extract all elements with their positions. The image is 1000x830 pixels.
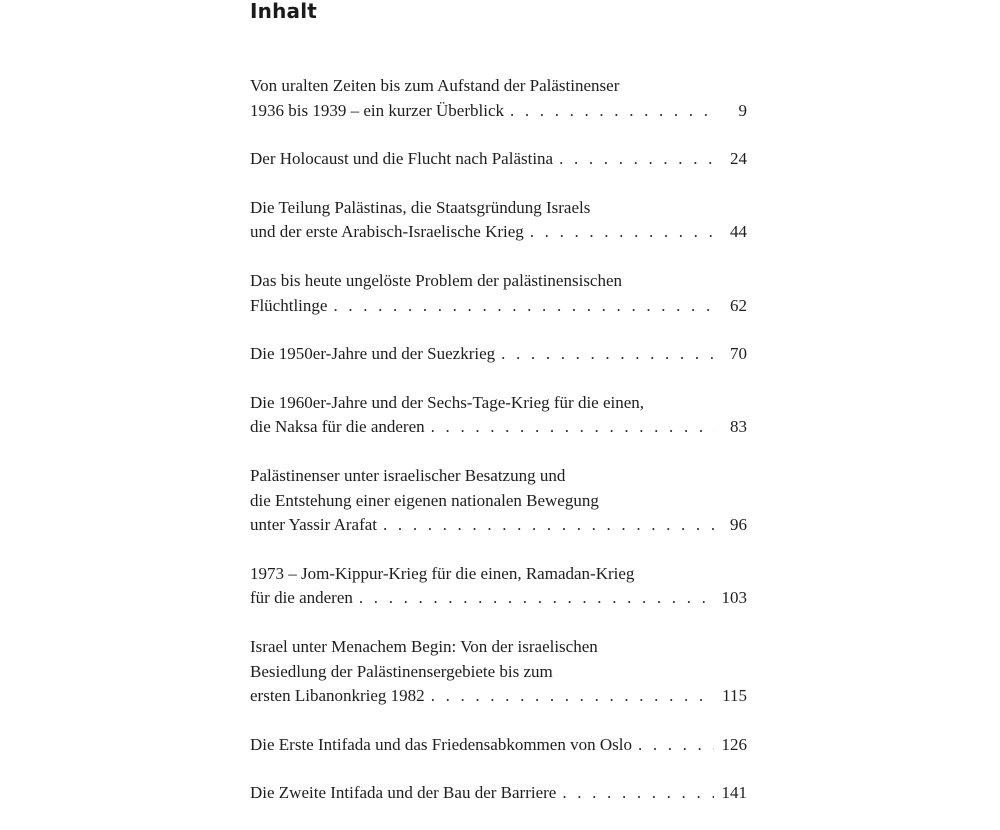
dot-leader xyxy=(559,147,715,172)
dot-leader xyxy=(333,294,715,319)
toc-entry-last-line xyxy=(250,781,747,806)
toc-entry-title-line: Die 1950er-Jahre und der Suezkrieg xyxy=(250,344,496,364)
toc-entry xyxy=(250,781,750,806)
dot-leader xyxy=(431,684,714,709)
toc-entry-title-line: Die Teilung Palästinas, die Staatsgründung Israels xyxy=(250,197,591,217)
toc-entry-title-line: Die 1960er-Jahre und der Sechs-Tage-Krieg für die einen, xyxy=(250,392,645,412)
toc-entry-title-line: Von uralten Zeiten bis zum Aufstand der Palästinenser xyxy=(250,76,620,95)
page-number: 44 xyxy=(730,222,747,242)
toc-entry xyxy=(250,147,750,172)
toc-entry-title-line: 1936 bis 1939 – ein kurzer Überblick xyxy=(250,100,504,120)
toc-entry-title-line: und der erste Arabisch-Israelische Krieg xyxy=(250,222,524,242)
page-number: 141 xyxy=(721,783,747,803)
toc-entry-title-line: Das bis heute ungelöste Problem der palästinensischen xyxy=(250,271,623,291)
toc-entry-title-line: die Naksa für die anderen xyxy=(250,417,425,437)
toc-entry-last-line xyxy=(250,294,747,319)
toc-entry xyxy=(250,269,750,318)
page-number: 83 xyxy=(730,417,747,437)
toc-entry xyxy=(250,342,750,367)
page-title: Inhalt xyxy=(250,0,318,23)
dot-leader xyxy=(638,733,714,758)
page-number: 70 xyxy=(730,344,747,364)
page-number: 24 xyxy=(730,149,747,169)
page-number: 115 xyxy=(722,686,747,705)
toc-entry-title-line: Palästinenser unter israelischer Besatzung und xyxy=(250,466,566,486)
toc-entry-last-line xyxy=(250,342,747,367)
toc-entry-title-line: Israel unter Menachem Begin: Von der israelischen xyxy=(250,637,598,656)
toc-entry-title-line: Besiedlung der Palästinensergebiete bis zum xyxy=(250,661,553,681)
toc-entry xyxy=(250,391,750,440)
toc-entry-last-line xyxy=(250,99,747,124)
page-number: 62 xyxy=(730,295,747,315)
toc-entry-last-line xyxy=(250,684,747,709)
table-of-contents xyxy=(250,74,750,830)
dot-leader xyxy=(359,586,714,611)
toc-entry-title-line: die Entstehung einer eigenen nationalen Bewegung xyxy=(250,490,599,510)
toc-entry-title-line: Der Holocaust und die Flucht nach Palästina xyxy=(250,149,554,169)
dot-leader xyxy=(383,513,715,538)
toc-entry-last-line xyxy=(250,415,747,440)
toc-entry-last-line xyxy=(250,513,747,538)
toc-entry xyxy=(250,635,750,709)
toc-entry xyxy=(250,464,750,538)
toc-entry xyxy=(250,562,750,611)
toc-entry-title-line: Flüchtlinge xyxy=(250,295,328,315)
toc-entry xyxy=(250,74,750,123)
toc-entry-last-line xyxy=(250,733,747,758)
dot-leader xyxy=(510,99,715,124)
toc-entry-title-line: für die anderen xyxy=(250,588,353,608)
page-number: 103 xyxy=(721,588,747,608)
dot-leader xyxy=(562,781,713,806)
dot-leader xyxy=(501,342,715,367)
toc-entry-last-line xyxy=(250,586,747,611)
page-number: 96 xyxy=(730,515,747,535)
toc-entry xyxy=(250,733,750,758)
page-number: 126 xyxy=(721,734,747,754)
toc-entry-title-line: Die Erste Intifada und das Friedensabkommen von Oslo xyxy=(250,734,632,754)
dot-leader xyxy=(530,220,715,245)
toc-entry-title-line: ersten Libanonkrieg 1982 xyxy=(250,686,425,705)
toc-entry-title-line: unter Yassir Arafat xyxy=(250,515,378,535)
toc-entry xyxy=(250,196,750,245)
dot-leader xyxy=(431,415,715,440)
toc-entry-last-line xyxy=(250,147,747,172)
toc-entry-last-line xyxy=(250,220,747,245)
toc-entry-title-line: 1973 – Jom-Kippur-Krieg für die einen, Ramadan-Krieg xyxy=(250,563,635,583)
page-number: 9 xyxy=(738,100,747,120)
toc-entry-title-line: Die Zweite Intifada und der Bau der Barriere xyxy=(250,783,557,803)
